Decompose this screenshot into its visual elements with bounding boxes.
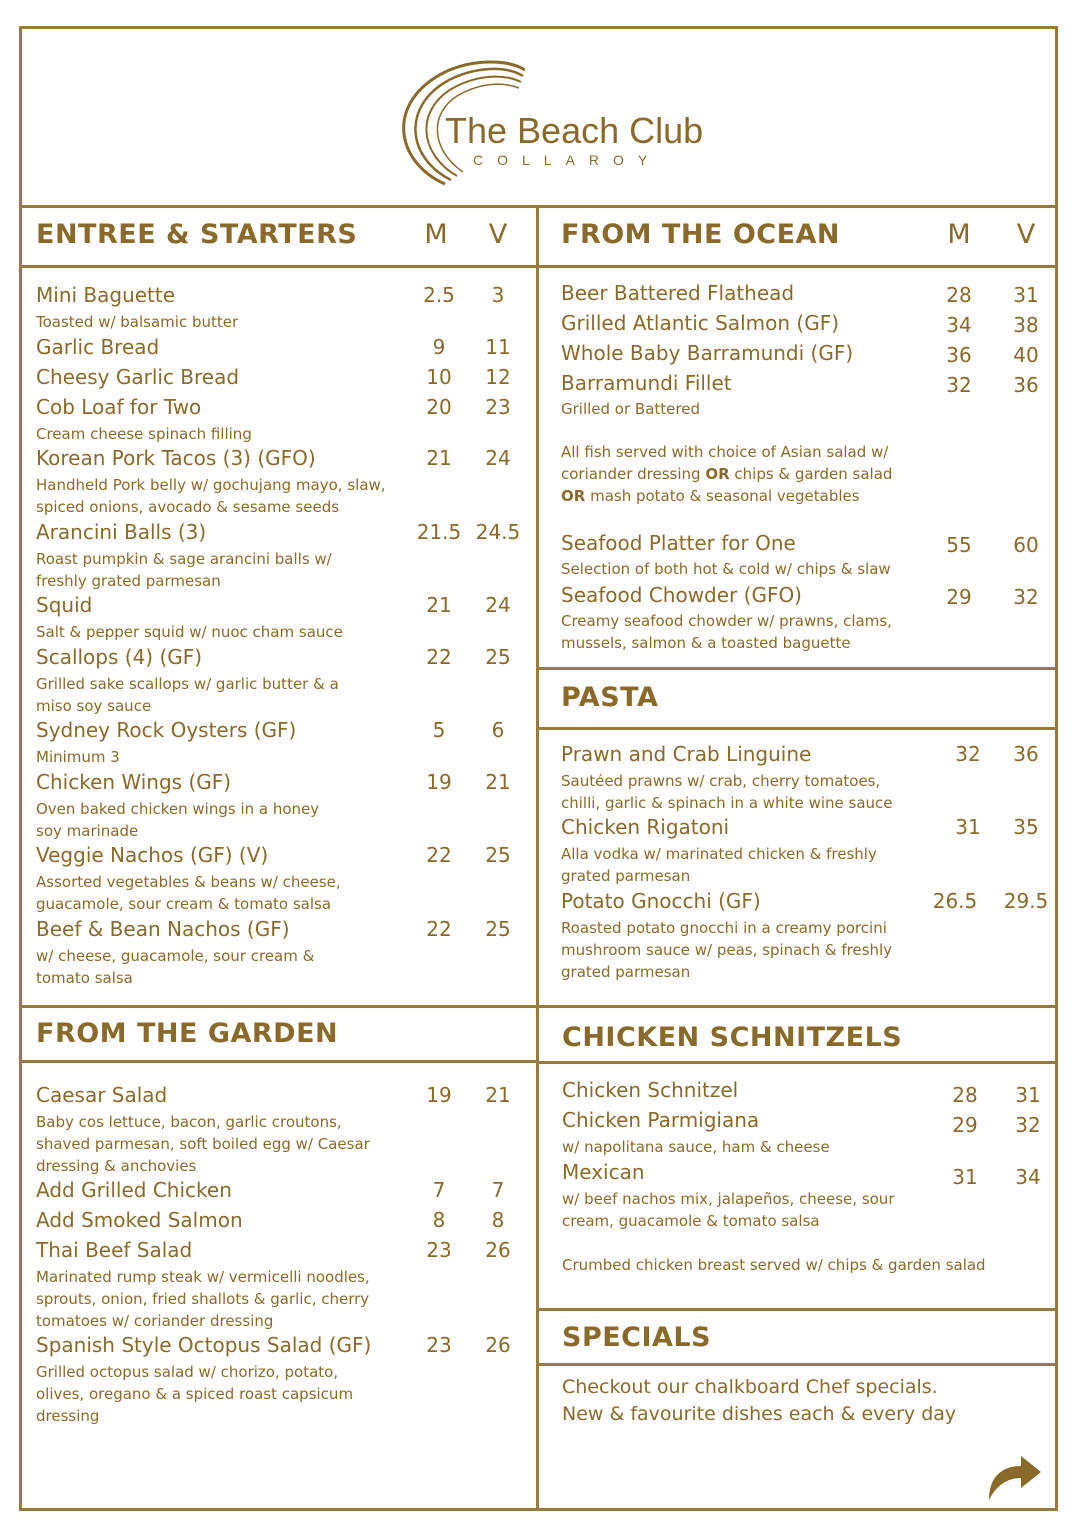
section-title-schnitzels: CHICKEN SCHNITZELS [562,1022,903,1053]
divider [539,727,1058,730]
price-v: 11 [485,335,511,359]
note-text: All fish served with choice of Asian salad w/ coriander dressing [561,443,889,483]
price-v: 23 [485,395,511,419]
divider [539,1308,1058,1311]
divider [539,1061,1058,1064]
column-header-m: M [424,219,448,250]
menu-item-name: Chicken Wings (GF) [36,770,232,794]
price-m: 8 [432,1208,446,1232]
menu-item-desc: Marinated rump steak w/ vermicelli noodles, sprouts, onion, fried shallots & garlic, cherry tomatoes w/ coriander dressing [36,1268,370,1330]
menu-item-name: Korean Pork Tacos (3) (GFO) [36,446,316,470]
price-v: 40 [1013,343,1039,367]
menu-item-desc: Grilled octopus salad w/ chorizo, potato, olives, oregano & a spiced roast capsicum dressing [36,1363,354,1425]
menu-item-desc: w/ napolitana sauce, ham & cheese [562,1138,830,1156]
section-title-specials: SPECIALS [562,1322,712,1353]
menu-item-desc: Selection of both hot & cold w/ chips & slaw [561,560,891,578]
price-v: 25 [485,645,511,669]
price-m: 29 [946,585,972,609]
price-m: 23 [426,1238,452,1262]
section-title-ocean: FROM THE OCEAN [561,219,841,250]
price-m: 5 [432,718,446,742]
menu-item-desc: Roasted potato gnocchi in a creamy porcini mushroom sauce w/ peas, spinach & freshly grated parmesan [561,919,893,981]
price-v: 25 [485,843,511,867]
next-page-button[interactable] [985,1450,1045,1502]
menu-item-desc: Creamy seafood chowder w/ prawns, clams, mussels, salmon & a toasted baguette [561,612,892,652]
price-v: 6 [491,718,505,742]
price-m: 19 [426,770,452,794]
price-m: 2.5 [423,283,455,307]
logo-name: The Beach Club [445,110,704,151]
menu-item-desc: Alla vodka w/ marinated chicken & freshly grated parmesan [561,845,877,885]
menu-item-name: Scallops (4) (GF) [36,645,203,669]
price-m: 55 [946,533,972,557]
price-v: 25 [485,917,511,941]
column-header-v: V [1016,219,1036,250]
menu-item-desc: w/ beef nachos mix, jalapeños, cheese, sour cream, guacamole & tomato salsa [562,1190,895,1230]
divider [19,1005,536,1008]
menu-item-desc: Cream cheese spinach filling [36,425,252,443]
price-v: 24.5 [475,520,521,544]
ocean-note [561,441,916,507]
menu-item-name: Garlic Bread [36,335,160,359]
section-title-garden: FROM THE GARDEN [36,1018,339,1049]
price-m: 21 [426,593,452,617]
menu-item-desc: w/ cheese, guacamole, sour cream & tomato salsa [36,947,315,987]
price-m: 22 [426,843,452,867]
price-v: 32 [1015,1113,1041,1137]
divider [19,265,536,268]
price-m: 10 [426,365,452,389]
menu-item-desc: Oven baked chicken wings in a honey soy marinade [36,800,320,840]
menu-item-name: Mexican [562,1160,645,1184]
menu-item-name: Add Smoked Salmon [36,1208,243,1232]
price-v: 8 [491,1208,505,1232]
menu-item-desc: Roast pumpkin & sage arancini balls w/ freshly grated parmesan [36,550,332,590]
schnitzel-note: Crumbed chicken breast served w/ chips & garden salad [562,1256,986,1274]
divider [539,1363,1058,1366]
menu-item-name: Squid [36,593,93,617]
note-or: OR [561,487,586,505]
price-v: 36 [1013,742,1039,766]
price-m: 29 [952,1113,978,1137]
menu-item-desc: Toasted w/ balsamic butter [36,313,239,331]
divider [539,1005,1058,1008]
note-text: chips & garden salad [729,465,893,483]
menu-item-desc: Assorted vegetables & beans w/ cheese, guacamole, sour cream & tomato salsa [36,873,341,913]
menu-item-name: Spanish Style Octopus Salad (GF) [36,1333,372,1357]
price-m: 22 [426,917,452,941]
price-m: 9 [432,335,446,359]
menu-item-desc: Minimum 3 [36,748,120,766]
price-m: 31 [952,1165,978,1189]
price-m: 31 [955,815,981,839]
menu-item-name: Cheesy Garlic Bread [36,365,240,389]
price-v: 38 [1013,313,1039,337]
menu-item-name: Chicken Parmigiana [562,1108,760,1132]
menu-item-name: Chicken Rigatoni [561,815,730,839]
price-m: 26.5 [932,889,978,913]
price-v: 21 [485,770,511,794]
section-title-pasta: PASTA [561,682,659,713]
menu-item-name: Mini Baguette [36,283,176,307]
price-v: 31 [1015,1083,1041,1107]
menu-item-name: Veggie Nachos (GF) (V) [36,843,269,867]
price-v: 31 [1013,283,1039,307]
price-v: 34 [1015,1165,1041,1189]
logo-location: COLLAROY [473,152,662,168]
specials-line: Checkout our chalkboard Chef specials. [562,1376,938,1398]
divider [19,1060,536,1063]
price-v: 26 [485,1333,511,1357]
price-v: 21 [485,1083,511,1107]
price-v: 26 [485,1238,511,1262]
price-m: 19 [426,1083,452,1107]
menu-item-name: Add Grilled Chicken [36,1178,232,1202]
column-header-m: M [947,219,971,250]
menu-item-name: Cob Loaf for Two [36,395,202,419]
menu-item-name: Whole Baby Barramundi (GF) [561,341,854,365]
price-v: 24 [485,593,511,617]
menu-item-desc: Salt & pepper squid w/ nuoc cham sauce [36,623,343,641]
price-m: 36 [946,343,972,367]
menu-item-desc: Sautéed prawns w/ crab, cherry tomatoes, chilli, garlic & spinach in a white wine sauce [561,772,893,812]
menu-item-name: Chicken Schnitzel [562,1078,739,1102]
menu-item-name: Barramundi Fillet [561,371,732,395]
menu-item-name: Beer Battered Flathead [561,281,795,305]
price-v: 3 [491,283,505,307]
specials-line: New & favourite dishes each & every day [562,1403,957,1425]
price-v: 7 [491,1178,505,1202]
menu-item-desc: Grilled sake scallops w/ garlic butter & a miso soy sauce [36,675,339,715]
price-v: 32 [1013,585,1039,609]
menu-item-name: Sydney Rock Oysters (GF) [36,718,297,742]
price-v: 12 [485,365,511,389]
price-m: 21.5 [416,520,462,544]
menu-item-name: Thai Beef Salad [36,1238,193,1262]
price-v: 35 [1013,815,1039,839]
price-m: 32 [955,742,981,766]
price-m: 21 [426,446,452,470]
price-v: 36 [1013,373,1039,397]
menu-item-name: Potato Gnocchi (GF) [561,889,761,913]
column-header-v: V [488,219,508,250]
price-m: 28 [946,283,972,307]
price-v: 29.5 [1003,889,1049,913]
logo [385,52,725,192]
price-v: 24 [485,446,511,470]
menu-item-name: Arancini Balls (3) [36,520,207,544]
divider [536,205,539,1511]
menu-item-desc: Baby cos lettuce, bacon, garlic croutons, shaved parmesan, soft boiled egg w/ Caesar dressing & anchovies [36,1113,370,1175]
price-m: 20 [426,395,452,419]
price-v: 60 [1013,533,1039,557]
price-m: 32 [946,373,972,397]
divider [539,667,1058,670]
price-m: 28 [952,1083,978,1107]
curved-arrow-right-icon [985,1450,1045,1502]
price-m: 23 [426,1333,452,1357]
menu-item-name: Grilled Atlantic Salmon (GF) [561,311,840,335]
menu-item-name: Beef & Bean Nachos (GF) [36,917,290,941]
section-title-entree: ENTREE & STARTERS [36,219,358,250]
note-or: OR [705,465,730,483]
menu-item-name: Caesar Salad [36,1083,168,1107]
menu-item-name: Seafood Chowder (GFO) [561,583,802,607]
price-m: 34 [946,313,972,337]
divider [539,265,1058,268]
price-m: 7 [432,1178,446,1202]
menu-item-desc: Grilled or Battered [561,400,700,418]
menu-item-name: Prawn and Crab Linguine [561,742,812,766]
menu-item-desc: Handheld Pork belly w/ gochujang mayo, slaw, spiced onions, avocado & sesame seeds [36,476,386,516]
note-text: mash potato & seasonal vegetables [585,487,860,505]
price-m: 22 [426,645,452,669]
menu-item-name: Seafood Platter for One [561,531,796,555]
